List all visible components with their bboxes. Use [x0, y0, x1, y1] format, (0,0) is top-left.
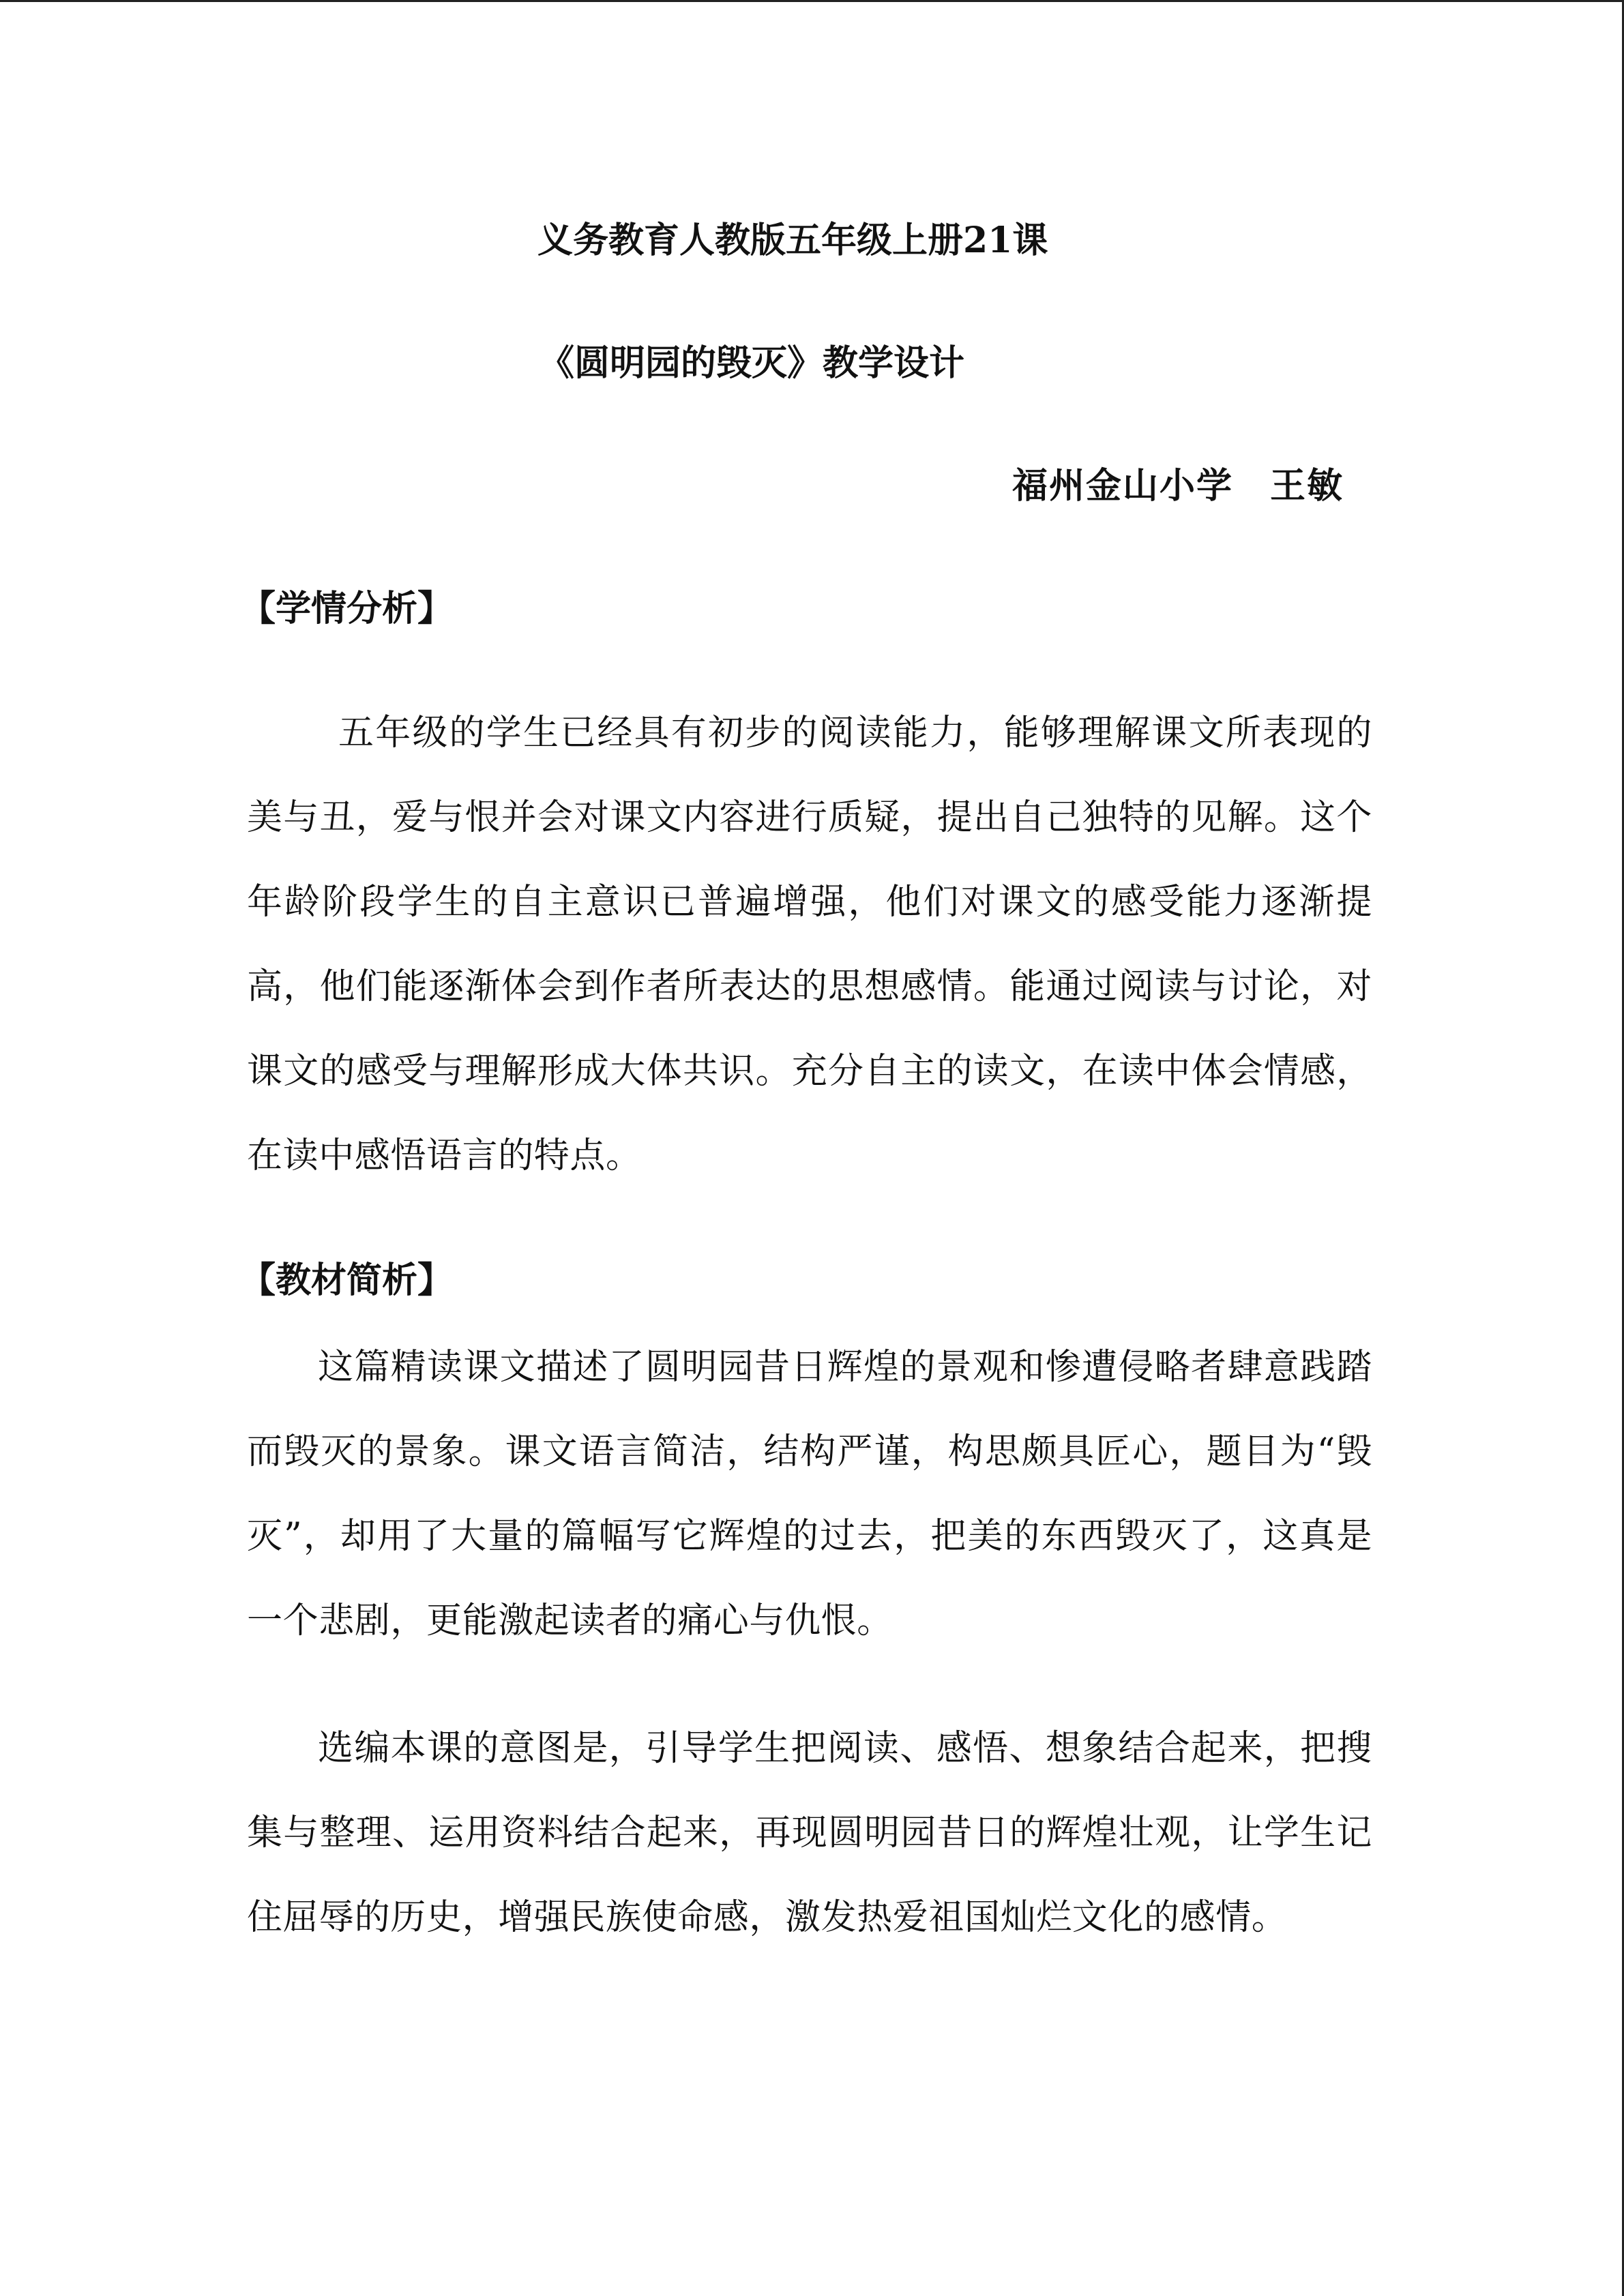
document-subtitle: 《圆明园的毁灭》教学设计: [539, 342, 965, 384]
section-heading-textbook-analysis: 【教材简析】: [240, 1259, 454, 1301]
paragraph-textbook-analysis: 这篇精读课文描述了圆明园昔日辉煌的景观和惨遭侵略者肆意践踏而毁灭的景象。课文语言简洁，结构严谨，构思颇具匠心，题目为“毁灭”，却用了大量的篇幅写它辉煌的过去，把美的东西毁灭了，这真是一个悲剧，更能激起读者的痛心与仇恨。: [247, 1347, 1372, 1641]
document-title: 义务教育人教版五年级上册21课: [537, 220, 1048, 261]
paragraph-learner-analysis: 五年级的学生已经具有初步的阅读能力，能够理解课文所表现的美与丑，爱与恨并会对课文内容进行质疑，提出自己独特的见解。这个年龄阶段学生的自主意识已普遍增强，他们对课文的感受能力逐渐提高，他们能逐渐体会到作者所表达的思想感情。能通过阅读与讨论，对课文的感受与理解形成大体共识。充分自主的读文，在读中体会情感，在读中感悟语言的特点。: [247, 713, 1372, 1176]
paragraph-lesson-intent: 选编本课的意图是，引导学生把阅读、感悟、想象结合起来，把搜集与整理、运用资料结合起来，再现圆明园昔日的辉煌壮观，让学生记住屈辱的历史，增强民族使命感，激发热爱祖国灿烂文化的感情。: [247, 1728, 1372, 1938]
author-line: 福州金山小学 王敏: [1012, 465, 1344, 507]
section-heading-learner-analysis: 【学情分析】: [240, 588, 454, 629]
page-border-top: [0, 0, 1624, 2]
